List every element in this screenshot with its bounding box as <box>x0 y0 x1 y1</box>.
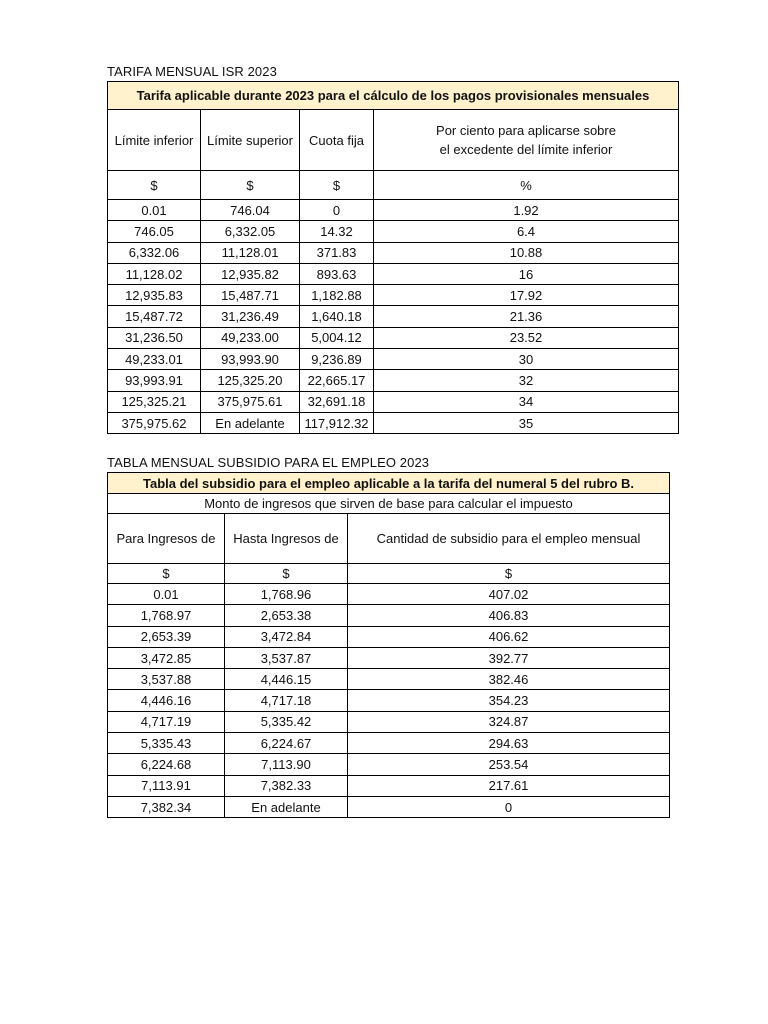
subsidio-table-subtitle: Monto de ingresos que sirven de base para calcular el impuesto <box>108 494 670 514</box>
subsidio-to-cell: 3,537.87 <box>225 647 348 668</box>
isr-percent-cell: 32 <box>374 370 679 391</box>
isr-percent-cell: 16 <box>374 263 679 284</box>
isr-percent-cell: 1.92 <box>374 200 679 221</box>
isr-lower-limit-cell: 11,128.02 <box>108 263 201 284</box>
isr-lower-limit-cell: 375,975.62 <box>108 412 201 433</box>
isr-unit-cell: $ <box>108 171 201 200</box>
isr-percent-cell: 21.36 <box>374 306 679 327</box>
subsidio-unit-cell: $ <box>348 564 670 584</box>
isr-upper-limit-cell: 746.04 <box>201 200 300 221</box>
isr-unit-cell: % <box>374 171 679 200</box>
subsidio-row <box>108 796 670 817</box>
subsidio-to-cell: 6,224.67 <box>225 733 348 754</box>
isr-lower-limit-cell: 15,487.72 <box>108 306 201 327</box>
subsidio-from-cell: 4,446.16 <box>108 690 225 711</box>
isr-lower-limit-cell: 49,233.01 <box>108 349 201 370</box>
isr-row <box>108 412 679 433</box>
subsidio-amount-cell: 407.02 <box>348 584 670 605</box>
subsidio-from-cell: 3,472.85 <box>108 647 225 668</box>
isr-fixed-fee-cell: 1,640.18 <box>300 306 374 327</box>
subsidio-to-cell: 1,768.96 <box>225 584 348 605</box>
isr-lower-limit-cell: 31,236.50 <box>108 327 201 348</box>
subsidio-title-row <box>108 473 670 494</box>
isr-row <box>108 242 679 263</box>
subsidio-to-cell: En adelante <box>225 796 348 817</box>
isr-upper-limit-cell: 93,993.90 <box>201 349 300 370</box>
isr-upper-limit-cell: 125,325.20 <box>201 370 300 391</box>
isr-caption: TARIFA MENSUAL ISR 2023 <box>107 64 277 79</box>
isr-fixed-fee-cell: 371.83 <box>300 242 374 263</box>
isr-percent-cell: 34 <box>374 391 679 412</box>
isr-percent-cell: 6.4 <box>374 221 679 242</box>
isr-header-upper-limit: Límite superior <box>201 110 300 171</box>
subsidio-row <box>108 775 670 796</box>
isr-row <box>108 285 679 306</box>
isr-header-fixed-fee: Cuota fija <box>300 110 374 171</box>
subsidio-amount-cell: 382.46 <box>348 669 670 690</box>
subsidio-header-to: Hasta Ingresos de <box>225 514 348 564</box>
isr-row <box>108 391 679 412</box>
subsidio-to-cell: 3,472.84 <box>225 626 348 647</box>
isr-rate-table <box>107 81 679 434</box>
isr-fixed-fee-cell: 22,665.17 <box>300 370 374 391</box>
isr-fixed-fee-cell: 893.63 <box>300 263 374 284</box>
isr-table-title: Tarifa aplicable durante 2023 para el cálculo de los pagos provisionales mensuales <box>108 82 679 110</box>
subsidio-subtitle-row <box>108 494 670 514</box>
subsidio-table-title: Tabla del subsidio para el empleo aplicable a la tarifa del numeral 5 del rubro B. <box>108 473 670 494</box>
subsidio-amount-cell: 392.77 <box>348 647 670 668</box>
isr-fixed-fee-cell: 14.32 <box>300 221 374 242</box>
subsidio-from-cell: 1,768.97 <box>108 605 225 626</box>
isr-header-percent: Por ciento para aplicarse sobre el excedente del límite inferior <box>374 110 679 171</box>
isr-lower-limit-cell: 125,325.21 <box>108 391 201 412</box>
subsidio-amount-cell: 217.61 <box>348 775 670 796</box>
isr-upper-limit-cell: 12,935.82 <box>201 263 300 284</box>
isr-row <box>108 370 679 391</box>
isr-row <box>108 200 679 221</box>
subsidio-from-cell: 7,113.91 <box>108 775 225 796</box>
isr-fixed-fee-cell: 117,912.32 <box>300 412 374 433</box>
isr-percent-cell: 35 <box>374 412 679 433</box>
isr-fixed-fee-cell: 0 <box>300 200 374 221</box>
isr-upper-limit-cell: 375,975.61 <box>201 391 300 412</box>
isr-percent-cell: 30 <box>374 349 679 370</box>
subsidio-header-from: Para Ingresos de <box>108 514 225 564</box>
subsidio-from-cell: 7,382.34 <box>108 796 225 817</box>
isr-percent-cell: 23.52 <box>374 327 679 348</box>
isr-upper-limit-cell: 49,233.00 <box>201 327 300 348</box>
subsidio-amount-cell: 294.63 <box>348 733 670 754</box>
isr-row <box>108 327 679 348</box>
subsidio-from-cell: 2,653.39 <box>108 626 225 647</box>
isr-row <box>108 221 679 242</box>
subsidio-amount-cell: 253.54 <box>348 754 670 775</box>
subsidio-to-cell: 7,113.90 <box>225 754 348 775</box>
subsidio-amount-cell: 0 <box>348 796 670 817</box>
isr-upper-limit-cell: 11,128.01 <box>201 242 300 263</box>
subsidio-amount-cell: 354.23 <box>348 690 670 711</box>
isr-fixed-fee-cell: 1,182.88 <box>300 285 374 306</box>
isr-header-row <box>108 110 679 171</box>
isr-upper-limit-cell: En adelante <box>201 412 300 433</box>
subsidio-to-cell: 7,382.33 <box>225 775 348 796</box>
isr-fixed-fee-cell: 32,691.18 <box>300 391 374 412</box>
isr-upper-limit-cell: 6,332.05 <box>201 221 300 242</box>
subsidio-table <box>107 472 670 818</box>
isr-lower-limit-cell: 746.05 <box>108 221 201 242</box>
subsidio-row <box>108 626 670 647</box>
subsidio-row <box>108 690 670 711</box>
subsidio-from-cell: 3,537.88 <box>108 669 225 690</box>
subsidio-unit-cell: $ <box>225 564 348 584</box>
isr-row <box>108 349 679 370</box>
isr-units-row <box>108 171 679 200</box>
subsidio-to-cell: 2,653.38 <box>225 605 348 626</box>
isr-row <box>108 263 679 284</box>
isr-unit-cell: $ <box>201 171 300 200</box>
subsidio-to-cell: 4,446.15 <box>225 669 348 690</box>
subsidio-amount-cell: 406.83 <box>348 605 670 626</box>
subsidio-row <box>108 733 670 754</box>
isr-row <box>108 306 679 327</box>
subsidio-from-cell: 0.01 <box>108 584 225 605</box>
isr-lower-limit-cell: 12,935.83 <box>108 285 201 306</box>
subsidio-unit-cell: $ <box>108 564 225 584</box>
isr-lower-limit-cell: 6,332.06 <box>108 242 201 263</box>
subsidio-row <box>108 605 670 626</box>
subsidio-caption: TABLA MENSUAL SUBSIDIO PARA EL EMPLEO 2023 <box>107 455 430 470</box>
subsidio-to-cell: 5,335.42 <box>225 711 348 732</box>
subsidio-from-cell: 4,717.19 <box>108 711 225 732</box>
subsidio-from-cell: 5,335.43 <box>108 733 225 754</box>
isr-title-row <box>108 82 679 110</box>
isr-percent-cell: 17.92 <box>374 285 679 306</box>
subsidio-rows <box>108 584 670 818</box>
subsidio-from-cell: 6,224.68 <box>108 754 225 775</box>
subsidio-to-cell: 4,717.18 <box>225 690 348 711</box>
subsidio-amount-cell: 324.87 <box>348 711 670 732</box>
isr-header-lower-limit: Límite inferior <box>108 110 201 171</box>
isr-rows <box>108 200 679 434</box>
isr-fixed-fee-cell: 9,236.89 <box>300 349 374 370</box>
isr-unit-cell: $ <box>300 171 374 200</box>
subsidio-header-row <box>108 514 670 564</box>
isr-percent-cell: 10.88 <box>374 242 679 263</box>
isr-upper-limit-cell: 31,236.49 <box>201 306 300 327</box>
subsidio-row <box>108 647 670 668</box>
subsidio-amount-cell: 406.62 <box>348 626 670 647</box>
isr-fixed-fee-cell: 5,004.12 <box>300 327 374 348</box>
subsidio-row <box>108 584 670 605</box>
subsidio-row <box>108 711 670 732</box>
isr-lower-limit-cell: 93,993.91 <box>108 370 201 391</box>
isr-lower-limit-cell: 0.01 <box>108 200 201 221</box>
subsidio-row <box>108 754 670 775</box>
subsidio-units-row <box>108 564 670 584</box>
subsidio-row <box>108 669 670 690</box>
subsidio-header-amount: Cantidad de subsidio para el empleo mensual <box>348 514 670 564</box>
isr-upper-limit-cell: 15,487.71 <box>201 285 300 306</box>
